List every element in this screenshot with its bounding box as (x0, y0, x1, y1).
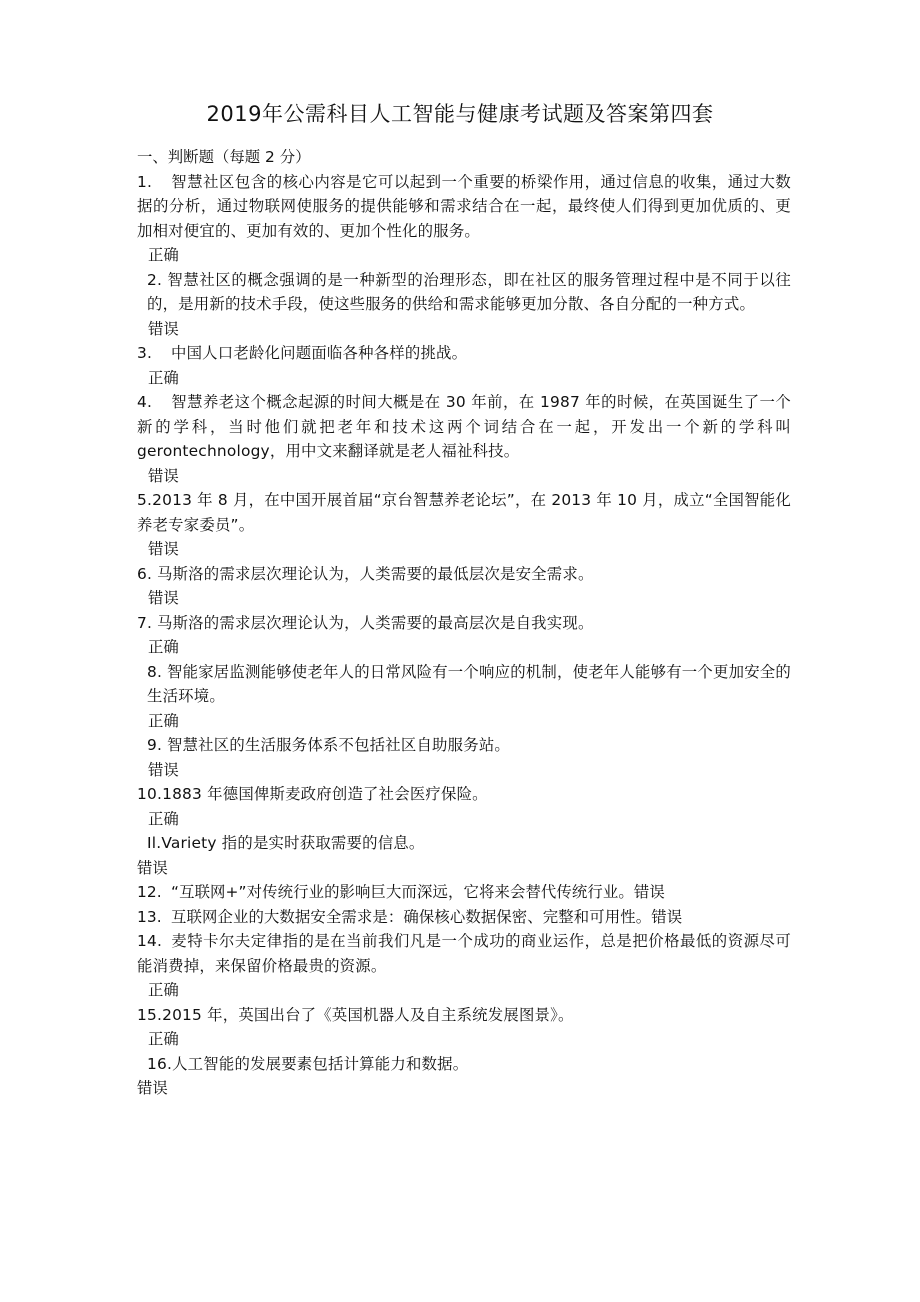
question-text: 麦特卡尔夫定律指的是在当前我们凡是一个成功的商业运作，总是把价格最低的资源尽可能消费掉，来保留价格最贵的资源。 (137, 932, 791, 975)
answer-3: 正确 (148, 368, 179, 387)
question-text: 2013 年 8 月，在中国开展首届“京台智慧养老论坛”，在 2013 年 10 月，成立“全国智能化养老专家委员”。 (137, 491, 791, 534)
question-11 (137, 831, 791, 856)
question-text: “互联网+”对传统行业的影响巨大而深远，它将来会替代传统行业。 (171, 883, 634, 901)
question-number: 6. (137, 564, 153, 583)
answer-8: 正确 (148, 711, 179, 730)
question-5 (137, 488, 791, 537)
question-number: 1. (137, 172, 153, 191)
question-3 (137, 341, 791, 366)
answer-9: 错误 (148, 760, 179, 779)
document-title: 2019年公需科目人工智能与健康考试题及答案第四套 (206, 102, 714, 126)
question-number: 12. (137, 883, 162, 901)
question-number: 2. (147, 270, 163, 289)
question-text: Variety 指的是实时获取需要的信息。 (161, 834, 425, 852)
question-number: 10. (137, 785, 163, 803)
question-text: 互联网企业的大数据安全需求是：确保核心数据保密、完整和可用性。 (171, 907, 652, 926)
question-number: 8. (147, 662, 163, 681)
question-text: 智慧社区的生活服务体系不包括社区自助服务站。 (167, 736, 510, 754)
question-8 (137, 660, 791, 709)
question-number: 3. (137, 344, 153, 362)
question-text: 智慧社区包含的核心内容是它可以起到一个重要的桥梁作用，通过信息的收集，通过大数据的分析，通过物联网使服务的提供能够和需求结合在一起，最终使人们得到更加优质的、更加相对便宜的、更加有效的、更加个性化的服务。 (137, 172, 791, 240)
question-number: 9. (147, 736, 163, 754)
question-16 (137, 1052, 791, 1077)
answer-12: 错误 (633, 883, 665, 901)
question-14 (137, 929, 791, 978)
question-number: Il. (147, 834, 162, 852)
question-text: 马斯洛的需求层次理论认为，人类需要的最低层次是安全需求。 (157, 564, 594, 583)
section-heading: 一、判断题（每题 2 分） (137, 148, 311, 166)
question-10 (137, 782, 791, 807)
question-number: 7. (137, 613, 153, 632)
question-13 (137, 905, 791, 930)
question-number: 13. (137, 907, 162, 926)
answer-6: 错误 (148, 589, 179, 607)
answer-2: 错误 (148, 319, 179, 338)
answer-7: 正确 (148, 638, 179, 656)
answer-1: 正确 (148, 246, 179, 264)
answer-16: 错误 (137, 1079, 168, 1097)
question-number: 14. (137, 932, 163, 950)
question-text: 智慧养老这个概念起源的时间大概是在 30 年前，在 1987 年的时候，在英国诞生了一个新的学科，当时他们就把老年和技术这两个词结合在一起，开发出一个新的学科叫 gerontechnology，用中文来翻译就是老人福祉科技。 (137, 393, 791, 460)
question-9 (137, 733, 791, 758)
answer-5: 错误 (148, 540, 179, 558)
question-6 (137, 562, 791, 587)
question-12 (137, 880, 791, 905)
question-number: 5. (137, 491, 153, 509)
document-body (137, 145, 791, 1101)
question-text: 智慧社区的概念强调的是一种新型的治理形态，即在社区的服务管理过程中是不同于以往的，是用新的技术手段，使这些服务的供给和需求能够更加分散、各自分配的一种方式。 (147, 270, 791, 313)
answer-11: 错误 (137, 858, 168, 877)
question-text: 马斯洛的需求层次理论认为，人类需要的最高层次是自我实现。 (157, 613, 594, 632)
answer-10: 正确 (148, 809, 179, 828)
question-7 (137, 611, 791, 636)
question-2 (137, 268, 791, 317)
question-number: 15. (137, 1005, 163, 1024)
answer-13: 错误 (651, 907, 683, 926)
question-text: 人工智能的发展要素包括计算能力和数据。 (172, 1054, 469, 1073)
question-text: 智能家居监测能够使老年人的日常风险有一个响应的机制，使老年人能够有一个更加安全的生活环境。 (147, 662, 791, 705)
question-4 (137, 390, 791, 464)
question-number: 16. (147, 1054, 173, 1073)
question-text: 1883 年德国俾斯麦政府创造了社会医疗保险。 (162, 785, 488, 803)
answer-4: 错误 (148, 466, 179, 485)
answer-14: 正确 (148, 981, 179, 999)
question-1 (137, 170, 791, 244)
question-15 (137, 1003, 791, 1028)
question-text: 中国人口老龄化问题面临各种各样的挑战。 (171, 344, 468, 362)
question-text: 2015 年，英国出台了《英国机器人及自主系统发展图景》。 (162, 1005, 574, 1024)
question-number: 4. (137, 393, 153, 411)
answer-15: 正确 (148, 1030, 179, 1048)
